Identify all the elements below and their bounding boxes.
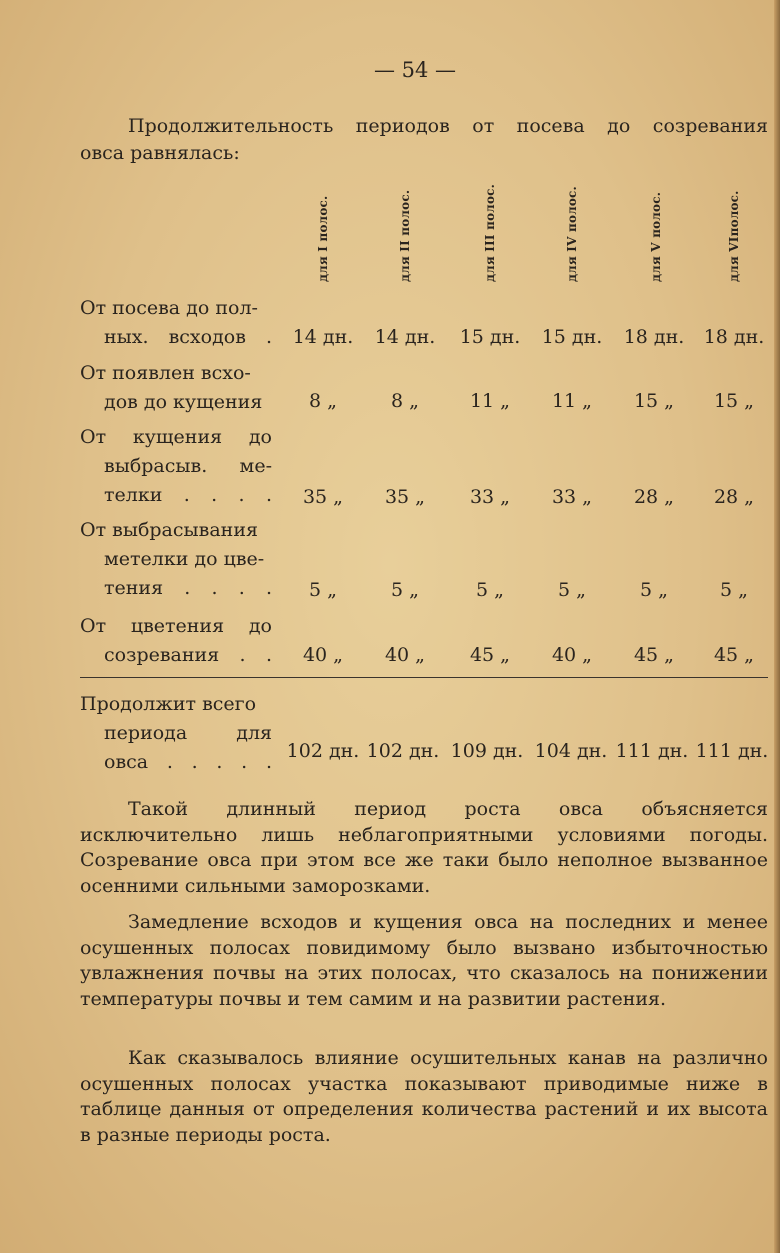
table-cell: 28 „ [633,486,675,508]
column-header-1: для I полос. [316,195,330,282]
table-cell: 8 „ [391,390,419,412]
column-header-2: для II полос. [398,189,412,282]
table-cell: 5 „ [309,579,337,601]
row-label-tillering-to-panicle: От кущения до выбрасыв. ме- телки . . . . [80,426,272,506]
page-edge [774,0,780,1253]
row-label-panicle-to-flowering: От выбрасывания метелки до цве- тения . . . . [80,519,272,599]
table-cell: 14 дн. [374,326,436,348]
intro-text [80,113,768,167]
column-header-4: для IV полос. [565,186,579,282]
table-divider [80,677,768,678]
column-header-6: для VIполос. [727,190,741,282]
paragraph-2: Замедление всходов и кущения овса на последних и менее осушенных полосах повидимому было вызвано избыточностью увлажнения почвы на этих полосах, что сказалось на понижении температуры почвы и тем самим и на развитии растения. [80,911,768,1010]
table-cell: 14 дн. [292,326,354,348]
row-label-sowing-to-emergence: От посева до пол- ных. всходов . [80,297,272,348]
table-cell-total: 111 дн. [615,740,689,762]
table-cell: 45 „ [713,644,755,666]
table-cell-total: 109 дн. [450,740,524,762]
table-cell: 33 „ [551,486,593,508]
table-cell: 5 „ [476,579,504,601]
column-header-3: для III полос. [483,183,497,282]
table-cell: 33 „ [469,486,511,508]
table-cell: 40 „ [551,644,593,666]
row-label-emergence-to-tillering: От появлен всхо- дов до кущения [80,362,263,413]
intro-line-1: Продолжительность периодов от посева до созревания [128,115,768,137]
table-cell: 45 „ [469,644,511,666]
column-header-5: для V полос. [649,191,663,282]
table-cell: 45 „ [633,644,675,666]
table-cell-total: 104 дн. [534,740,608,762]
table-cell-total: 111 дн. [695,740,769,762]
table-cell: 28 „ [713,486,755,508]
table-cell: 18 дн. [703,326,765,348]
table-cell: 11 „ [469,390,511,412]
table-cell: 5 „ [391,579,419,601]
table-cell: 5 „ [640,579,668,601]
table-cell: 5 „ [558,579,586,601]
table-cell-total: 102 дн. [286,740,360,762]
page-number: — 54 — [373,58,457,82]
paragraph-1: Такой длинный период роста овса объясняется исключительно лишь неблагоприятными условиями погоды. Созревание овса при этом все же таки было неполное вызванное осенними сильными заморозками. [80,798,768,897]
table-cell: 5 „ [720,579,748,601]
paragraph-3: Как сказывалось влияние осушительных канав на различно осушенных полосах участка показывают приводимые ниже в таблице данныя от определения количества растений и их высота в разные периоды роста. [80,1047,768,1146]
table-cell: 15 „ [633,390,675,412]
table-cell: 15 дн. [541,326,603,348]
table-cell: 35 „ [302,486,344,508]
table-cell: 35 „ [384,486,426,508]
table-cell: 15 дн. [459,326,521,348]
table-cell: 18 дн. [623,326,685,348]
table-cell: 8 „ [309,390,337,412]
intro-line-2: овса равнялась: [80,142,240,164]
row-label-flowering-to-ripening: От цветения до созревания . . [80,615,272,666]
row-label-total: Продолжит всего периода для овса . . . . . [80,693,272,773]
table-cell: 40 „ [384,644,426,666]
table-cell-total: 102 дн. [366,740,440,762]
table-cell: 15 „ [713,390,755,412]
table-cell: 40 „ [302,644,344,666]
table-cell: 11 „ [551,390,593,412]
